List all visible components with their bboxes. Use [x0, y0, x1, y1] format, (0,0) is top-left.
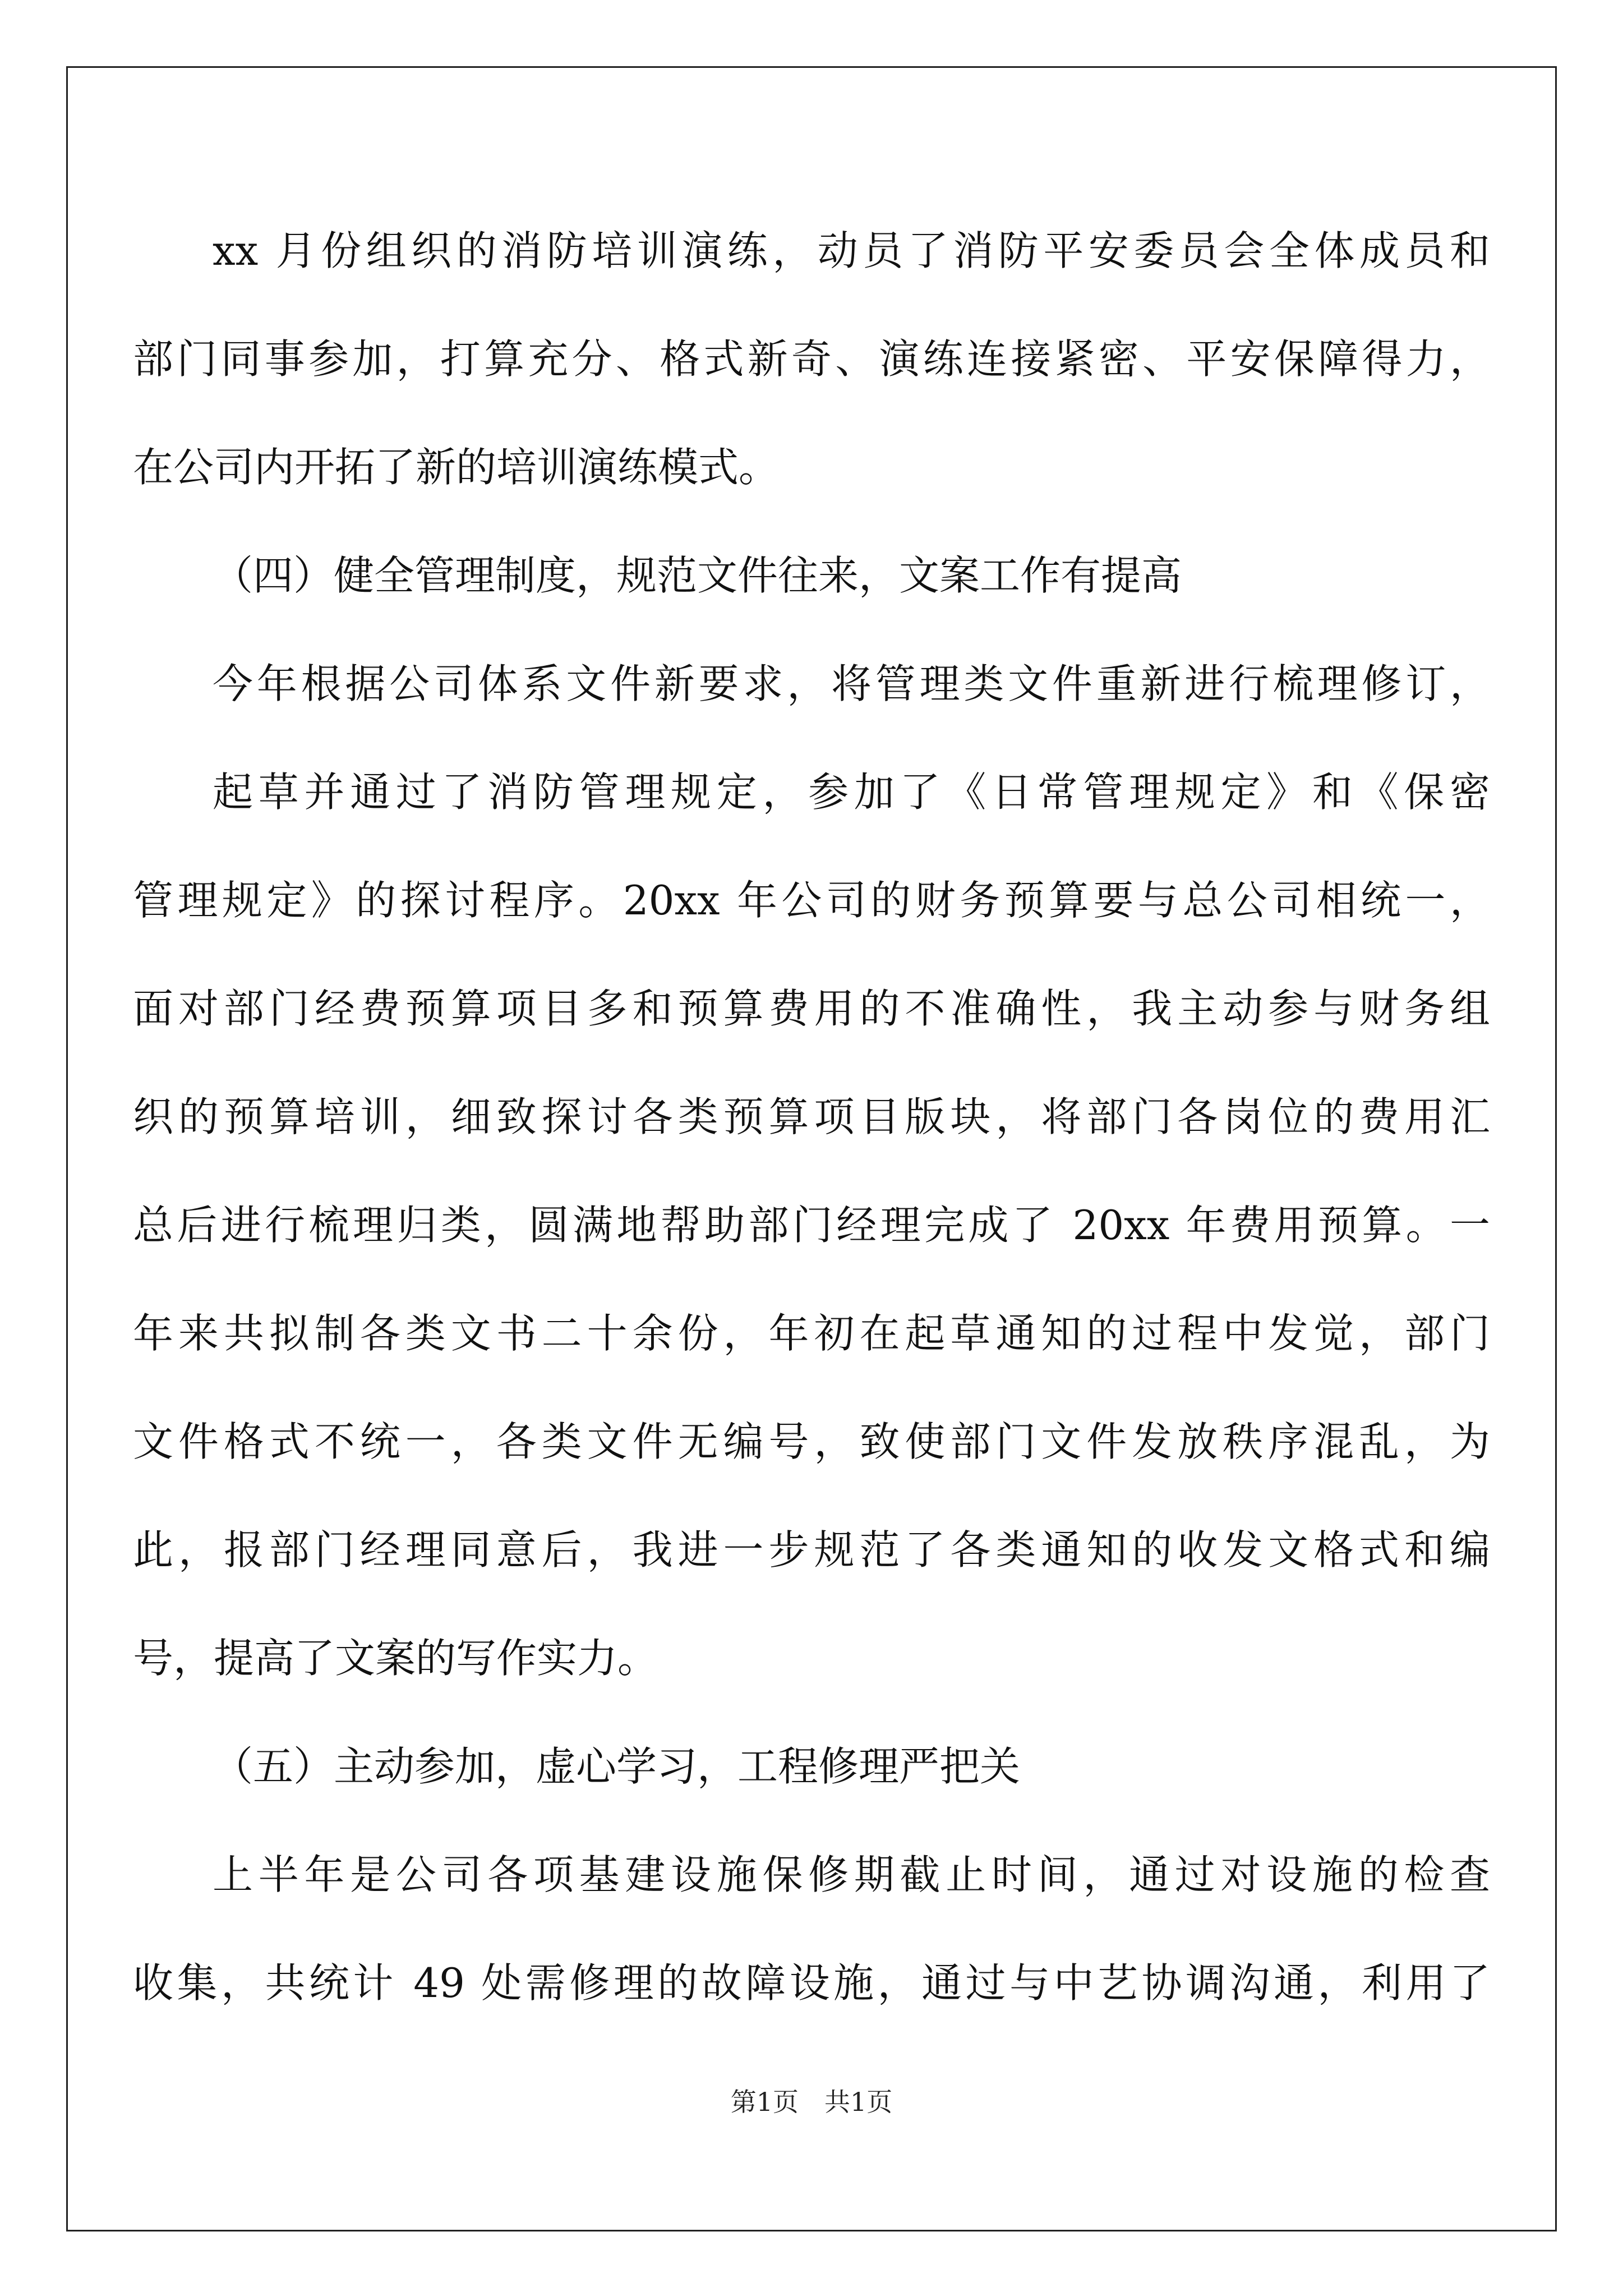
text-line: 在公司内开拓了新的培训演练模式。 [133, 444, 780, 491]
text-line: 今年根据公司体系文件新要求，将管理类文件重新进行梳理修订， [213, 660, 1490, 707]
text-line: 年来共拟制各类文书二十余份，年初在起草通知的过程中发觉，部门 [133, 1310, 1490, 1357]
text-line: 号，提高了文案的写作实力。 [133, 1635, 658, 1682]
text-line: 面对部门经费预算项目多和预算费用的不准确性，我主动参与财务组 [133, 985, 1490, 1032]
text-line: 上半年是公司各项基建设施保修期截止时间，通过对设施的检查 [213, 1851, 1490, 1898]
text-line: 总后进行梳理归类，圆满地帮助部门经理完成了 20xx 年费用预算。一 [133, 1202, 1490, 1249]
text-line: 此，报部门经理同意后，我进一步规范了各类通知的收发文格式和编 [133, 1526, 1490, 1573]
text-line: 部门同事参加，打算充分、格式新奇、演练连接紧密、平安保障得力， [133, 335, 1490, 383]
text-line: 起草并通过了消防管理规定，参加了《日常管理规定》和《保密 [213, 769, 1490, 816]
text-line: xx 月份组织的消防培训演练，动员了消防平安委员会全体成员和 [213, 227, 1490, 274]
text-line: 织的预算培训，细致探讨各类预算项目版块，将部门各岗位的费用汇 [133, 1093, 1490, 1140]
section-heading: （四）健全管理制度，规范文件往来，文案工作有提高 [213, 552, 1182, 599]
text-line: 文件格式不统一，各类文件无编号，致使部门文件发放秩序混乱，为 [133, 1418, 1490, 1465]
page-number: 第1页 共1页 [730, 2087, 893, 2117]
section-heading: （五）主动参加，虚心学习，工程修理严把关 [213, 1743, 1021, 1790]
text-line: 收集，共统计 49 处需修理的故障设施，通过与中艺协调沟通，利用了 [133, 1959, 1490, 2007]
text-line: 管理规定》的探讨程序。20xx 年公司的财务预算要与总公司相统一， [133, 877, 1490, 924]
